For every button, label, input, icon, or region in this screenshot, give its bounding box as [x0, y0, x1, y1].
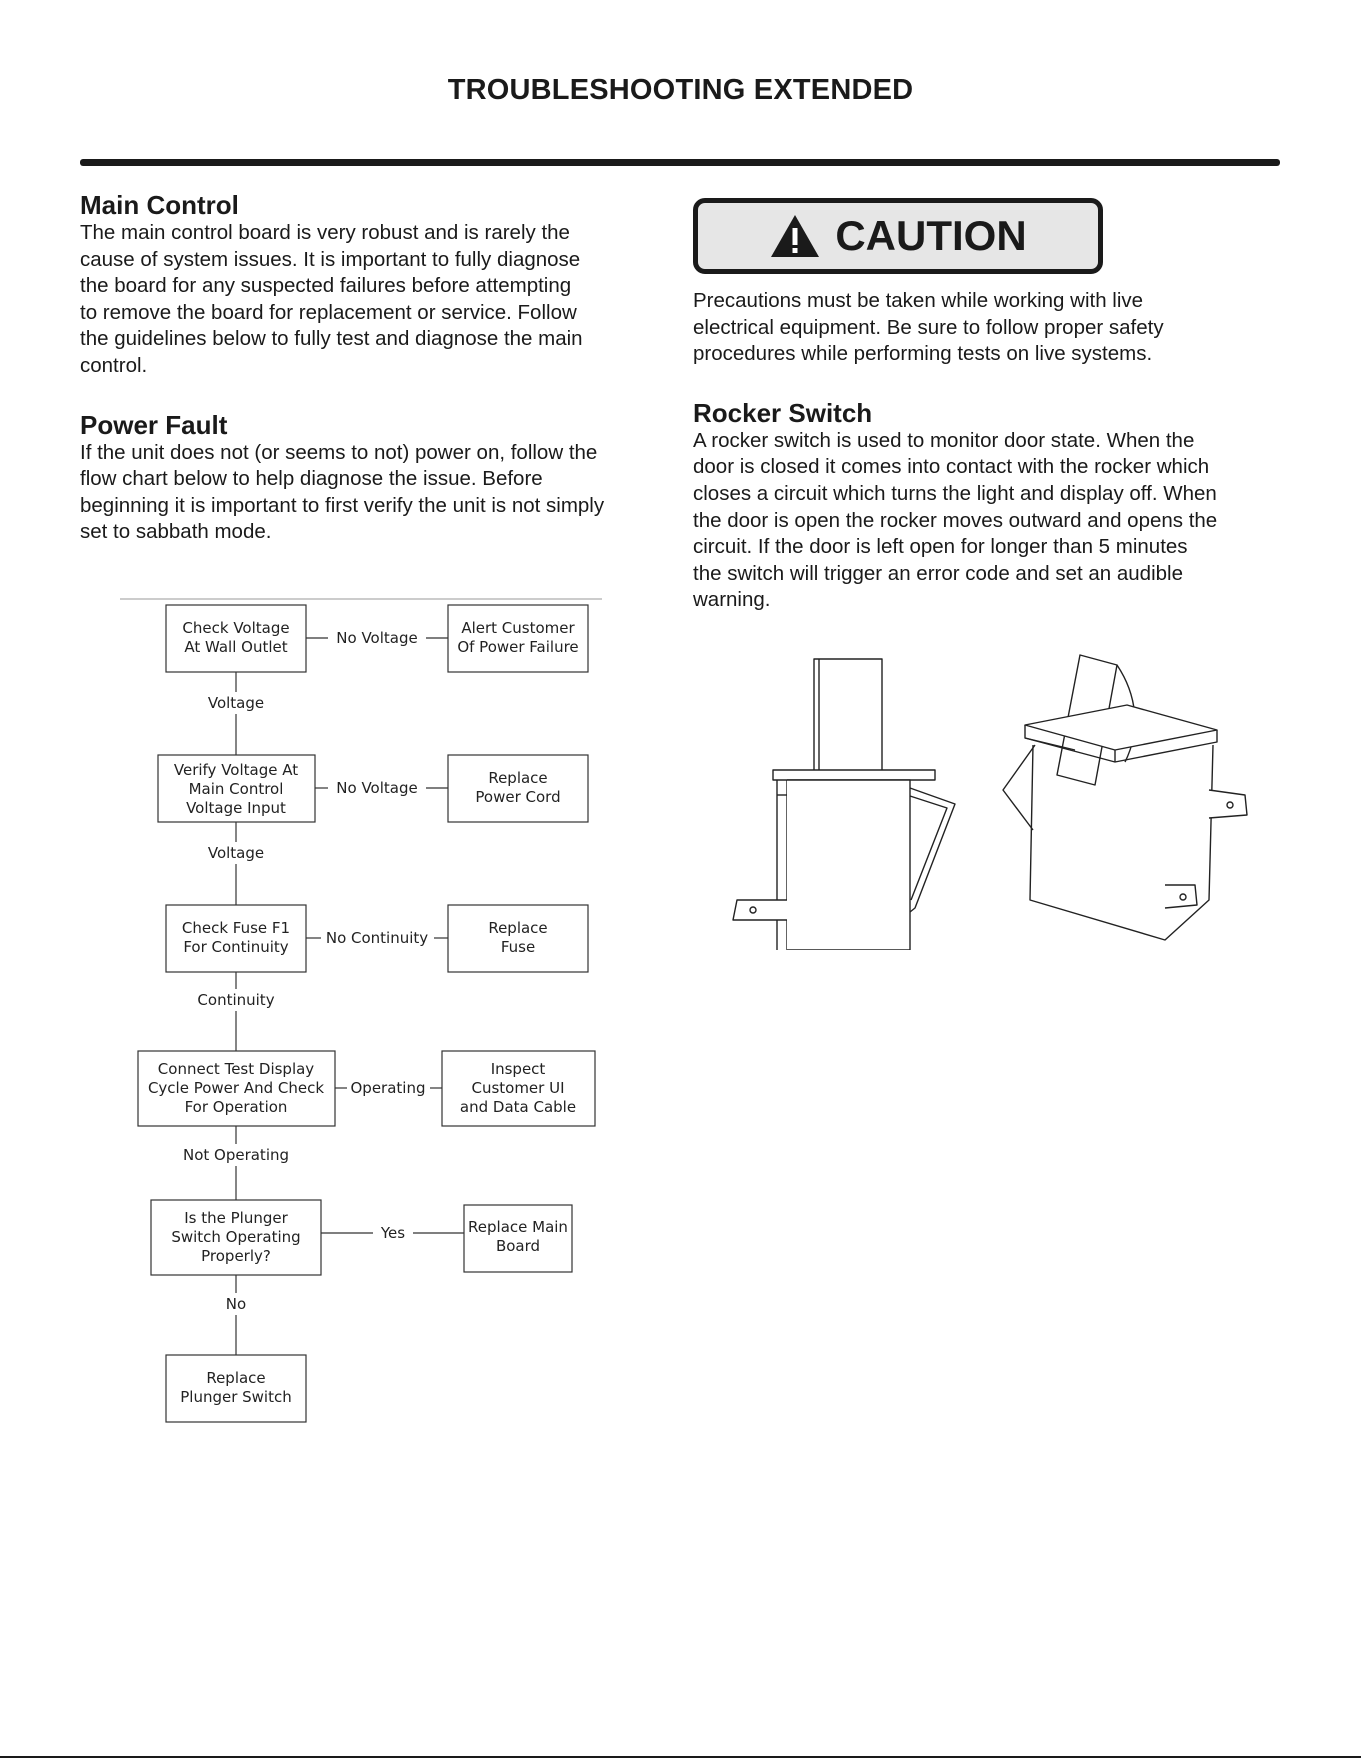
rocker-switch-heading: Rocker Switch	[693, 397, 873, 428]
flow-step-text: Switch Operating	[171, 1228, 301, 1246]
flow-step-text: Cycle Power And Check	[147, 1079, 325, 1097]
flow-branch-label: Operating	[350, 1079, 426, 1097]
main-control-line: The main control board is very robust and is rarely the	[80, 221, 570, 244]
rocker-switch-line: door is closed it comes into contact with the rocker which	[693, 455, 1210, 479]
power-fault-line: set to sabbath mode.	[80, 520, 272, 544]
caution-label: CAUTION	[835, 212, 1027, 259]
flow-result-text: Power Cord	[475, 788, 561, 806]
flow-step-text: Main Control	[188, 780, 284, 798]
main-control-line: control.	[80, 353, 148, 377]
flow-result-text: Of Power Failure	[457, 638, 579, 656]
flow-next-label: Not Operating	[182, 1146, 290, 1164]
header-divider	[80, 159, 1280, 166]
flow-step-text: Voltage Input	[186, 799, 286, 817]
right-column	[693, 198, 1293, 614]
flow-branch-label: No Continuity	[325, 929, 429, 947]
flow-step-text: Replace	[206, 1369, 266, 1387]
rocker-switch-line: warning.	[693, 588, 771, 612]
flow-step-text: Check Voltage	[182, 619, 290, 637]
main-control-heading: Main Control	[80, 190, 239, 220]
flow-branch-label: No Voltage	[336, 779, 418, 797]
rocker-switch-line: the switch will trigger an error code and set an audible	[693, 561, 1183, 585]
flow-next-label: Voltage	[207, 844, 265, 862]
flow-next-label: Continuity	[197, 991, 275, 1009]
main-control-paragraph	[80, 220, 660, 380]
flow-result-text: Board	[495, 1237, 541, 1255]
flow-result-text: Replace	[488, 769, 548, 787]
footer-divider	[0, 1756, 1361, 1758]
flow-result-text: Alert Customer	[461, 619, 575, 637]
power-fault-line: If the unit does not (or seems to not) power on, follow the	[80, 440, 598, 464]
main-control-line: the board for any suspected failures before attempting	[80, 274, 572, 298]
flow-next-label: No	[225, 1295, 247, 1313]
main-control-line: the guidelines below to fully test and diagnose the main	[80, 327, 583, 351]
left-column	[80, 190, 660, 546]
flow-step-text: Properly?	[201, 1247, 271, 1265]
flow-result-text: Fuse	[500, 938, 536, 956]
flow-result-text: and Data Cable	[459, 1098, 577, 1116]
flow-result-text: Replace Main	[468, 1218, 568, 1236]
rocker-switch-line: A rocker switch is used to monitor door state. When the	[693, 428, 1195, 452]
flow-step-text: Connect Test Display	[157, 1060, 315, 1078]
flow-next-label: Voltage	[207, 694, 265, 712]
flow-step-text: For Operation	[184, 1098, 288, 1116]
flow-step-text: Check Fuse F1	[181, 919, 291, 937]
flow-step-text: At Wall Outlet	[184, 638, 288, 656]
rocker-switch-line: circuit. If the door is left open for longer than 5 minutes	[693, 535, 1188, 559]
flow-branch-label: No Voltage	[336, 629, 418, 647]
main-control-line: to remove the board for replacement or service. Follow	[80, 300, 577, 324]
flow-result-text: Inspect	[490, 1060, 546, 1078]
caution-banner	[693, 198, 1103, 274]
power-fault-heading: Power Fault	[80, 409, 228, 440]
warning-triangle-icon	[769, 213, 821, 259]
power-fault-flowchart	[118, 592, 608, 1432]
page-title: TROUBLESHOOTING EXTENDED	[447, 74, 914, 106]
flow-step-text: Plunger Switch	[180, 1388, 292, 1406]
power-fault-paragraph	[80, 440, 660, 546]
caution-line: electrical equipment. Be sure to follow proper safety	[693, 315, 1164, 339]
caution-line: Precautions must be taken while working with live	[693, 289, 1144, 312]
caution-line: procedures while performing tests on live systems.	[693, 342, 1153, 366]
caution-paragraph	[693, 288, 1293, 368]
flow-step-text: Verify Voltage At	[173, 761, 299, 779]
rocker-switch-line: the door is open the rocker moves outward and opens the	[693, 508, 1218, 532]
rocker-switch-paragraph	[693, 428, 1293, 614]
rocker-switch-line: closes a circuit which turns the light and display off. When	[693, 481, 1217, 505]
flow-step-text: Is the Plunger	[184, 1209, 288, 1227]
flow-branch-label: Yes	[380, 1224, 406, 1242]
main-control-line: cause of system issues. It is important to fully diagnose	[80, 247, 581, 271]
flow-result-text: Replace	[488, 919, 548, 937]
power-fault-line: beginning it is important to first verify the unit is not simply	[80, 493, 605, 517]
rocker-switch-illustration	[725, 650, 1285, 950]
flow-result-text: Customer UI	[471, 1079, 565, 1097]
flow-step-text: For Continuity	[183, 938, 289, 956]
power-fault-line: flow chart below to help diagnose the issue. Before	[80, 467, 543, 491]
